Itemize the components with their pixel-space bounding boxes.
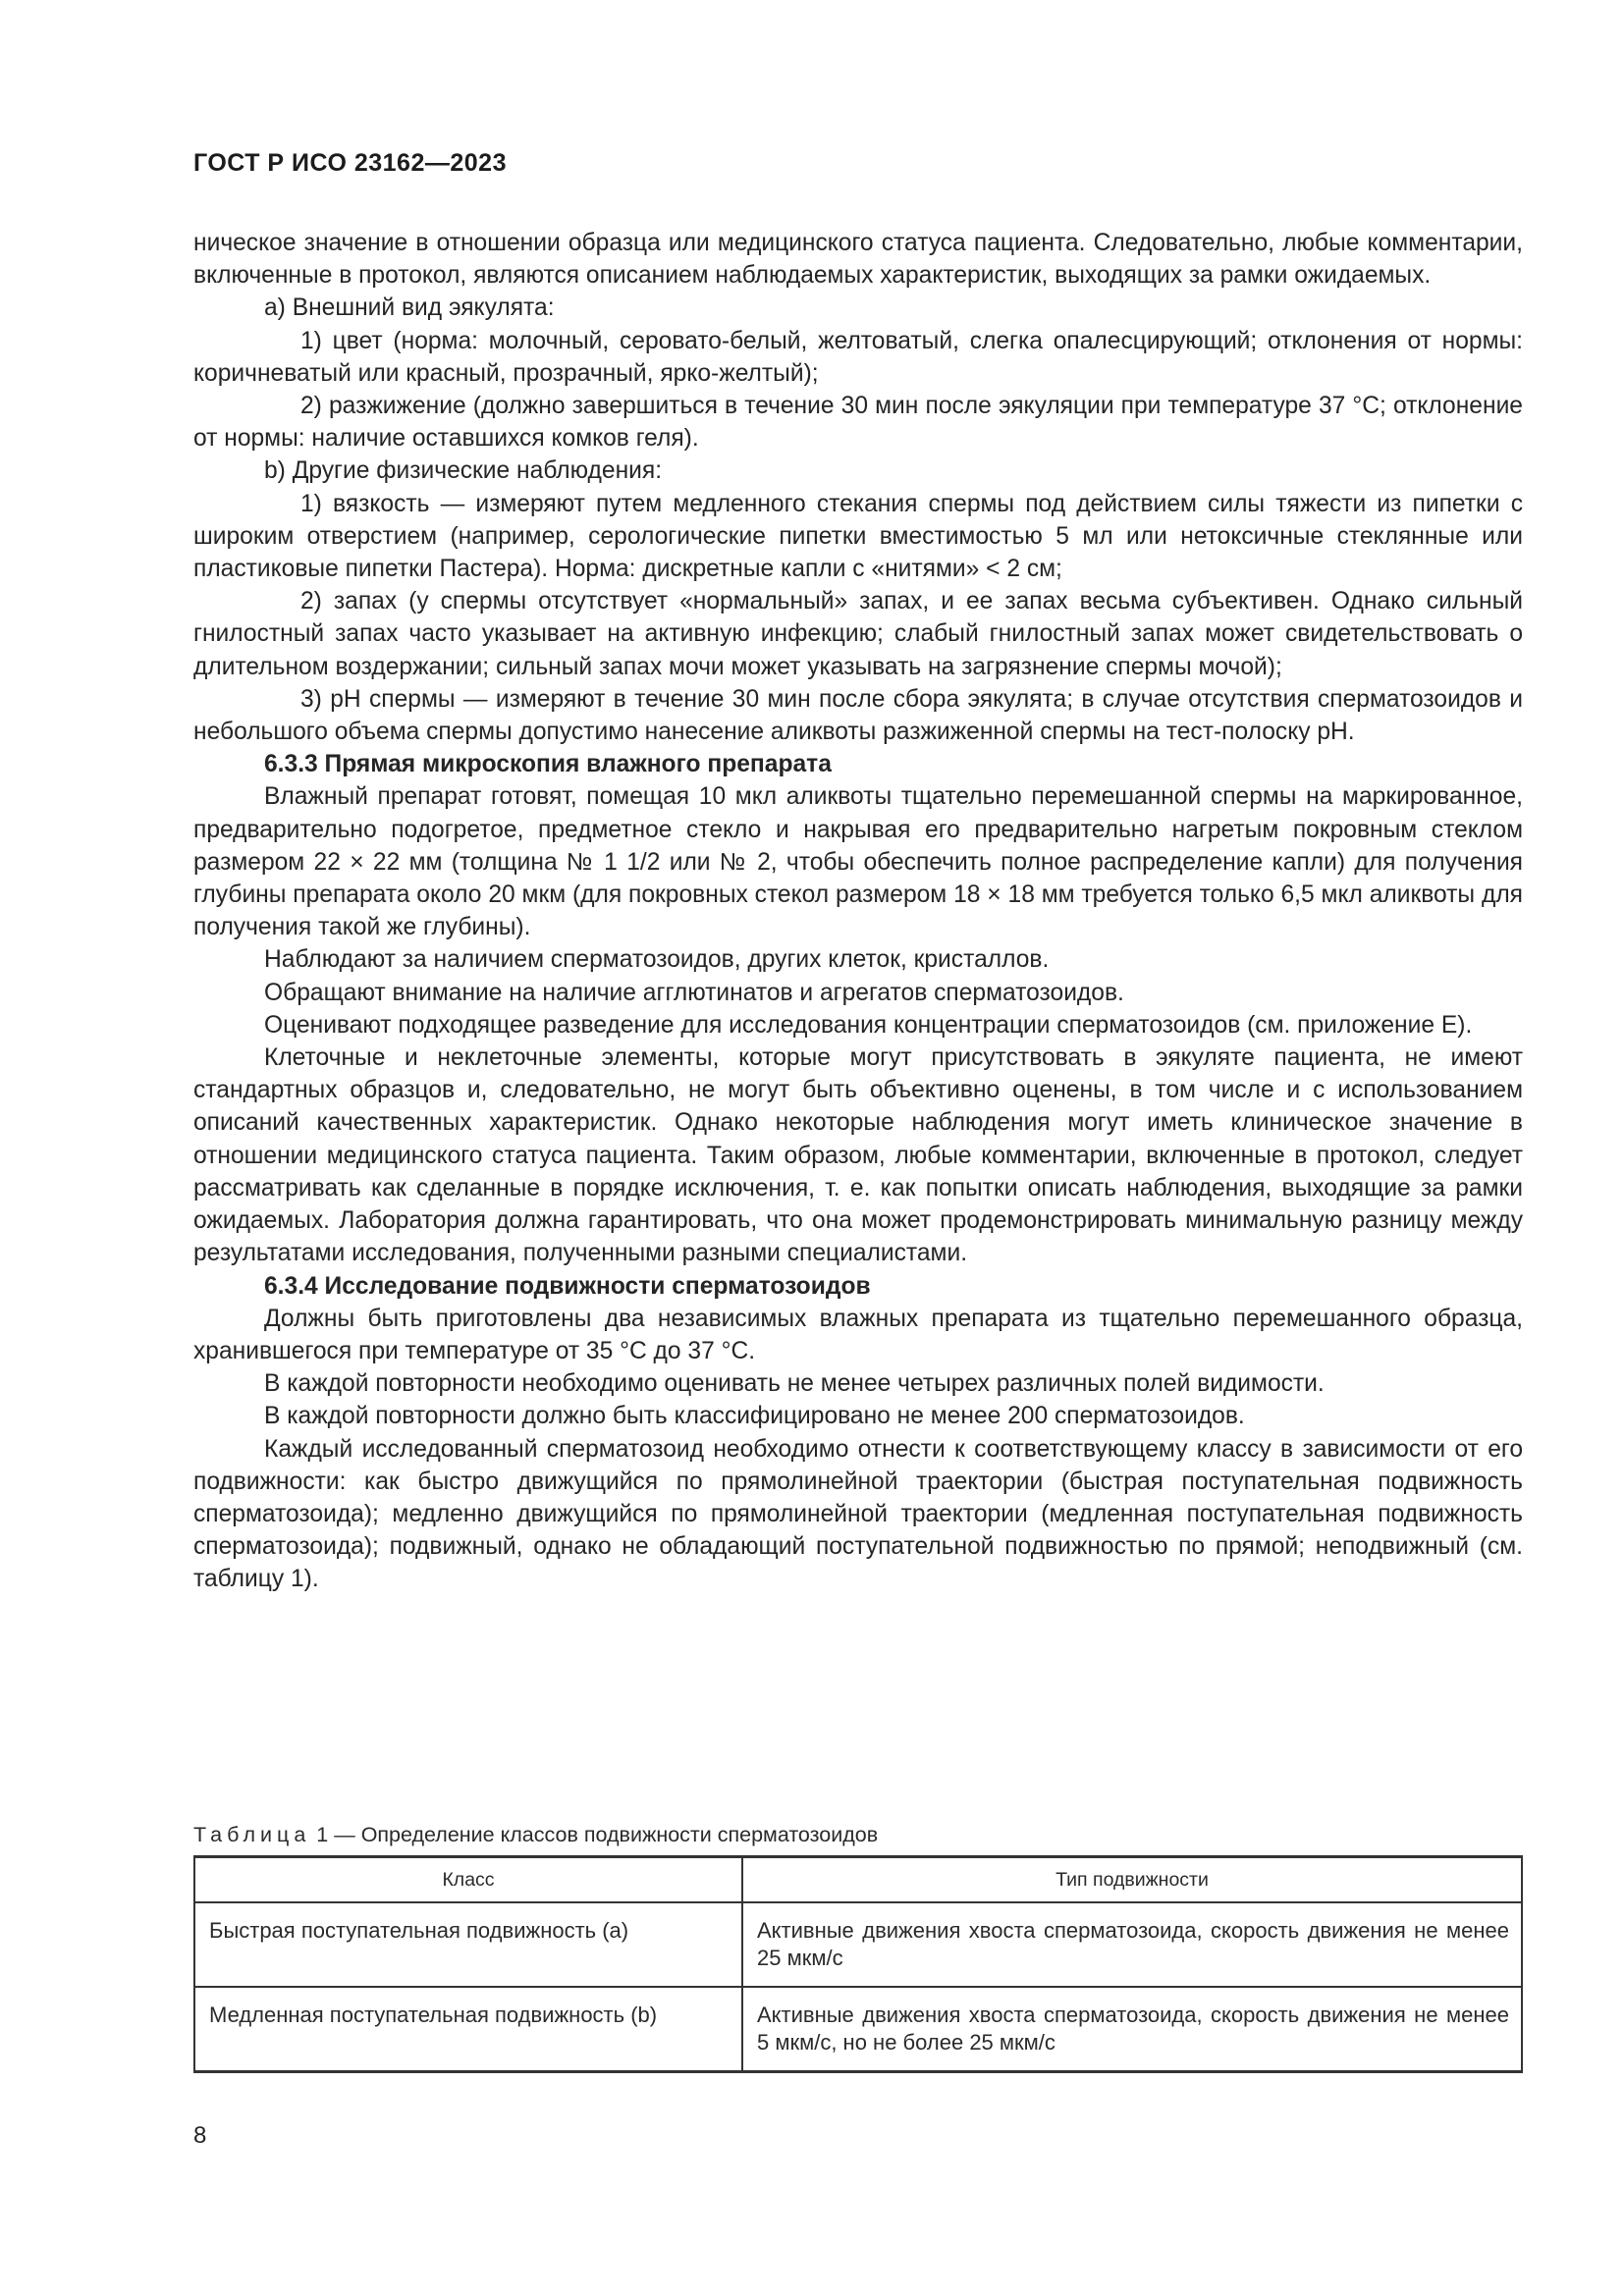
table-header-cell: Тип подвижности (742, 1857, 1522, 1903)
table-row (194, 1902, 1522, 1987)
paragraph: Должны быть приготовлены два независимых влажных препарата из тщательно перемешанного образца, хранившегося при температуре от 35 °С до 37 °С. (193, 1305, 1523, 1364)
paragraph: Влажный препарат готовят, помещая 10 мкл аликвоты тщательно перемешанной спермы на маркированное, предварительно подогретое, предметное стекло и накрывая его предварительно нагретым покровным стеклом размером 22 × 22 мм (толщина № 1 1/2 или № 2, чтобы обеспечить полное распределение капли) для получения глубины препарата около 20 мкм (для покровных стекол размером 18 × 18 мм требуется только 6,5 мкл аликвоты для получения такой же глубины). (193, 783, 1523, 941)
paragraph: В каждой повторности необходимо оценивать не менее четырех различных полей видимости. (264, 1370, 1325, 1398)
table-caption (193, 1823, 878, 1847)
list-subitem: 2) разжижение (должно завершиться в течение 30 мин после эякуляции при температуре 37 °С; отклонение от нормы: наличие оставшихся комков геля). (193, 393, 1523, 453)
list-subitem: 1) цвет (норма: молочный, серовато-белый, желтоватый, слегка опалесцирующий; отклонения от нормы: коричневатый или красный, прозрачный, ярко-желтый); (193, 327, 1523, 387)
table-caption-label: Таблица (193, 1823, 311, 1846)
body-text (193, 227, 1523, 1596)
paragraph: Наблюдают за наличием сперматозоидов, других клеток, кристаллов. (264, 946, 1050, 974)
table-header-cell: Класс (194, 1857, 742, 1903)
table-cell-type: Активные движения хвоста сперматозоида, скорость движения не менее 5 мкм/с, но не более 25 мкм/с (742, 1987, 1522, 2072)
paragraph: В каждой повторности должно быть классифицировано не менее 200 сперматозоидов. (264, 1403, 1245, 1430)
table-caption-text: 1 — Определение классов подвижности сперматозоидов (310, 1823, 879, 1846)
paragraph: Клеточные и неклеточные элементы, которые могут присутствовать в эякуляте пациента, не имеют стандартных образцов и, следовательно, не могут быть объективно оценены, в том числе и с использованием описаний качественных характеристик. Однако некоторые наблюдения могут иметь клиническое значение в отношении медицинского статуса пациента. Таким образом, любые комментарии, включенные в протокол, следует рассматривать как сделанные в порядке исключения, т. е. как попытки описать наблюдения, выходящие за рамки ожидаемых. Лаборатория должна гарантировать, что она может продемонстрировать минимальную разницу между результатами исследования, полученными разными специалистами. (193, 1044, 1523, 1267)
table-header-row (194, 1857, 1522, 1903)
paragraph: Каждый исследованный сперматозоид необходимо отнести к соответствующему классу в зависимости от его подвижности: как быстро движущийся по прямолинейной траектории (быстрая поступательная подвижность сперматозоида); медленно движущийся по прямолинейной траектории (медленная поступательная подвижность сперматозоида); подвижный, однако не обладающий поступательной подвижностью по прямой; неподвижный (см. таблицу 1). (193, 1435, 1523, 1593)
section-heading-6-3-4: 6.3.4 Исследование подвижности сперматозоидов (264, 1272, 871, 1300)
list-item-a: a) Внешний вид эякулята: (264, 294, 555, 322)
paragraph: Оценивают подходящее разведение для исследования концентрации сперматозоидов (см. приложение Е). (264, 1011, 1473, 1039)
paragraph: ническое значение в отношении образца или медицинского статуса пациента. Следовательно, любые комментарии, включенные в протокол, являются описанием наблюдаемых характеристик, выходящих за рамки ожидаемых. (193, 230, 1523, 290)
table-cell-type: Активные движения хвоста сперматозоида, скорость движения не менее 25 мкм/с (742, 1902, 1522, 1987)
list-subitem: 2) запах (у спермы отсутствует «нормальный» запах, и ее запах весьма субъективен. Однако сильный гнилостный запах часто указывает на активную инфекцию; слабый гнилостный запах может свидетельствовать о длительном воздержании; сильный запах мочи может указывать на загрязнение спермы мочой); (193, 588, 1523, 680)
motility-classes-table (193, 1855, 1523, 2073)
page-number: 8 (193, 2122, 207, 2149)
list-item-b: b) Другие физические наблюдения: (264, 457, 663, 485)
table-row (194, 1987, 1522, 2072)
section-heading-6-3-3: 6.3.3 Прямая микроскопия влажного препарата (264, 751, 832, 778)
table-cell-class: Быстрая поступательная подвижность (а) (194, 1902, 742, 1987)
table-cell-class: Медленная поступательная подвижность (b) (194, 1987, 742, 2072)
paragraph: Обращают внимание на наличие агглютинатов и агрегатов сперматозоидов. (264, 979, 1124, 1006)
list-subitem: 3) pH спермы — измеряют в течение 30 мин после сбора эякулята; в случае отсутствия сперматозоидов и небольшого объема спермы допустимо нанесение аликвоты разжиженной спермы на тест-полоску pH. (193, 685, 1523, 746)
list-subitem: 1) вязкость — измеряют путем медленного стекания спермы под действием силы тяжести из пипетки с широким отверстием (например, серологические пипетки вместимостью 5 мл или нетоксичные стеклянные или пластиковые пипетки Пастера). Норма: дискретные капли с «нитями» < 2 см; (193, 490, 1523, 583)
document-header: ГОСТ Р ИСО 23162—2023 (193, 149, 507, 177)
